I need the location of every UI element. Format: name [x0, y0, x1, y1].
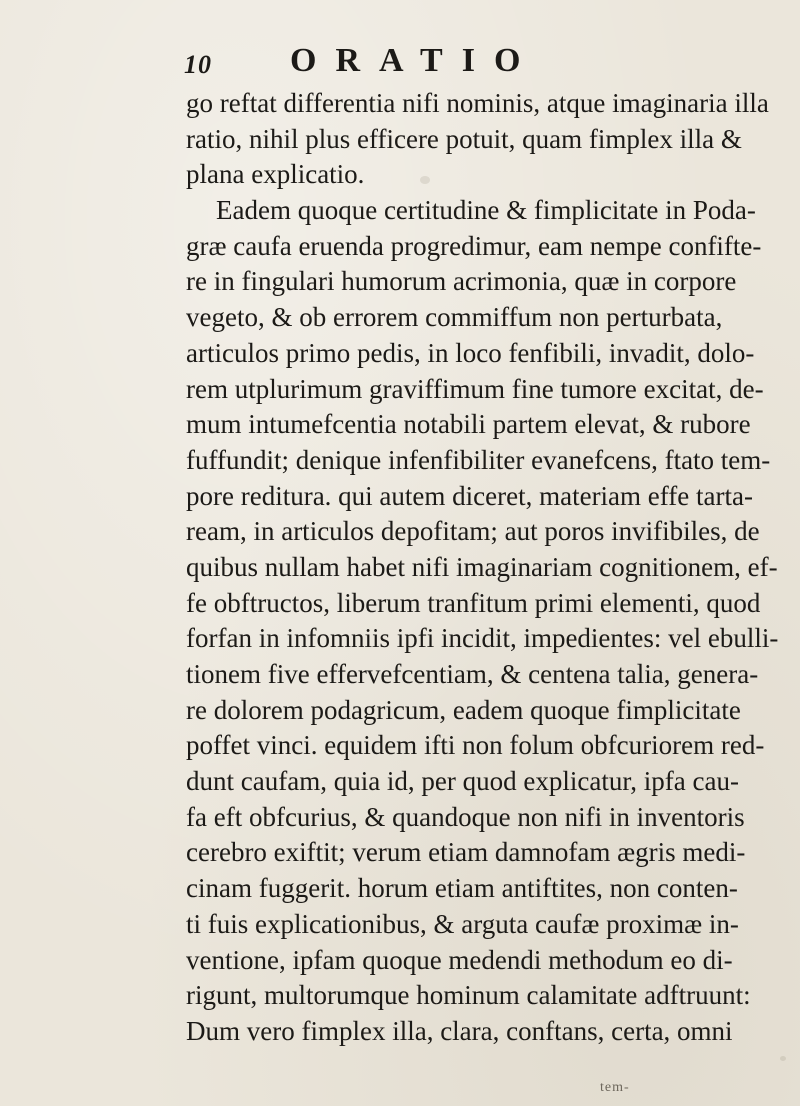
- page-number: 10: [184, 50, 212, 79]
- text-line: cinam fuggerit. horum etiam antiftites, non conten-: [186, 873, 738, 904]
- text-line: re dolorem podagricum, eadem quoque fimplicitate: [186, 694, 741, 725]
- text-line: tionem five effervefcentiam, & centena talia, genera-: [186, 659, 759, 689]
- text-line: cerebro exiftit; verum etiam damnofam ægris medi-: [186, 837, 746, 868]
- text-line: Dum vero fimplex illa, clara, conftans, certa, omni: [186, 1015, 733, 1046]
- text-line: ti fuis explicationibus, & arguta caufæ proximæ in-: [186, 908, 739, 939]
- text-line: ratio, nihil plus efficere potuit, quam fimplex illa &: [186, 123, 742, 154]
- text-line: re in fingulari humorum acrimonia, quæ in corpore: [186, 266, 737, 297]
- text-line: fa eft obfcurius, & quandoque non nifi in inventoris: [186, 801, 745, 832]
- text-line: fuffundit; denique infenfibiliter evanefcens, ftato tem-: [186, 444, 771, 475]
- text-line: forfan in infomniis ipfi incidit, impedientes: vel ebulli-: [186, 623, 779, 654]
- text-line: poffet vinci. equidem ifti non folum obfcuriorem red-: [186, 730, 765, 761]
- text-line: articulos primo pedis, in loco fenfibili, invadit, dolo-: [186, 337, 755, 368]
- text-line: ream, in articulos depofitam; aut poros invifibiles, de: [186, 516, 760, 547]
- text-line: vegeto, & ob errorem commiffum non perturbata,: [186, 302, 723, 333]
- text-line: rigunt, multorumque hominum calamitate adftruunt:: [186, 980, 751, 1011]
- text-line: ventione, ipfam quoque medendi methodum eo di-: [186, 944, 733, 975]
- ink-smudge: [780, 1056, 786, 1061]
- text-line: quibus nullam habet nifi imaginariam cognitionem, ef-: [186, 551, 778, 582]
- text-line: mum intumefcentia notabili partem elevat, & rubore: [186, 409, 751, 440]
- text-line: fe obftructos, liberum tranfitum primi elementi, quod: [186, 587, 761, 618]
- page-header: [184, 42, 654, 88]
- body-text: [186, 86, 779, 1050]
- text-line: dunt caufam, quia id, per quod explicatur, ipfa cau-: [186, 766, 739, 797]
- text-line: græ caufa eruenda progredimur, eam nempe confifte-: [186, 230, 762, 261]
- running-title: ORATIO: [290, 42, 540, 79]
- paragraph-start-line: Eadem quoque certitudine & fimplicitate in Poda-: [216, 195, 756, 226]
- text-line: pore reditura. qui autem diceret, materiam effe tarta-: [186, 480, 753, 511]
- catchword: tem-: [600, 1080, 630, 1095]
- text-line: rem utplurimum graviffimum fine tumore excitat, de-: [186, 373, 764, 404]
- text-line: go reftat differentia nifi nominis, atque imaginaria illa: [186, 88, 769, 118]
- text-line: plana explicatio.: [186, 159, 365, 190]
